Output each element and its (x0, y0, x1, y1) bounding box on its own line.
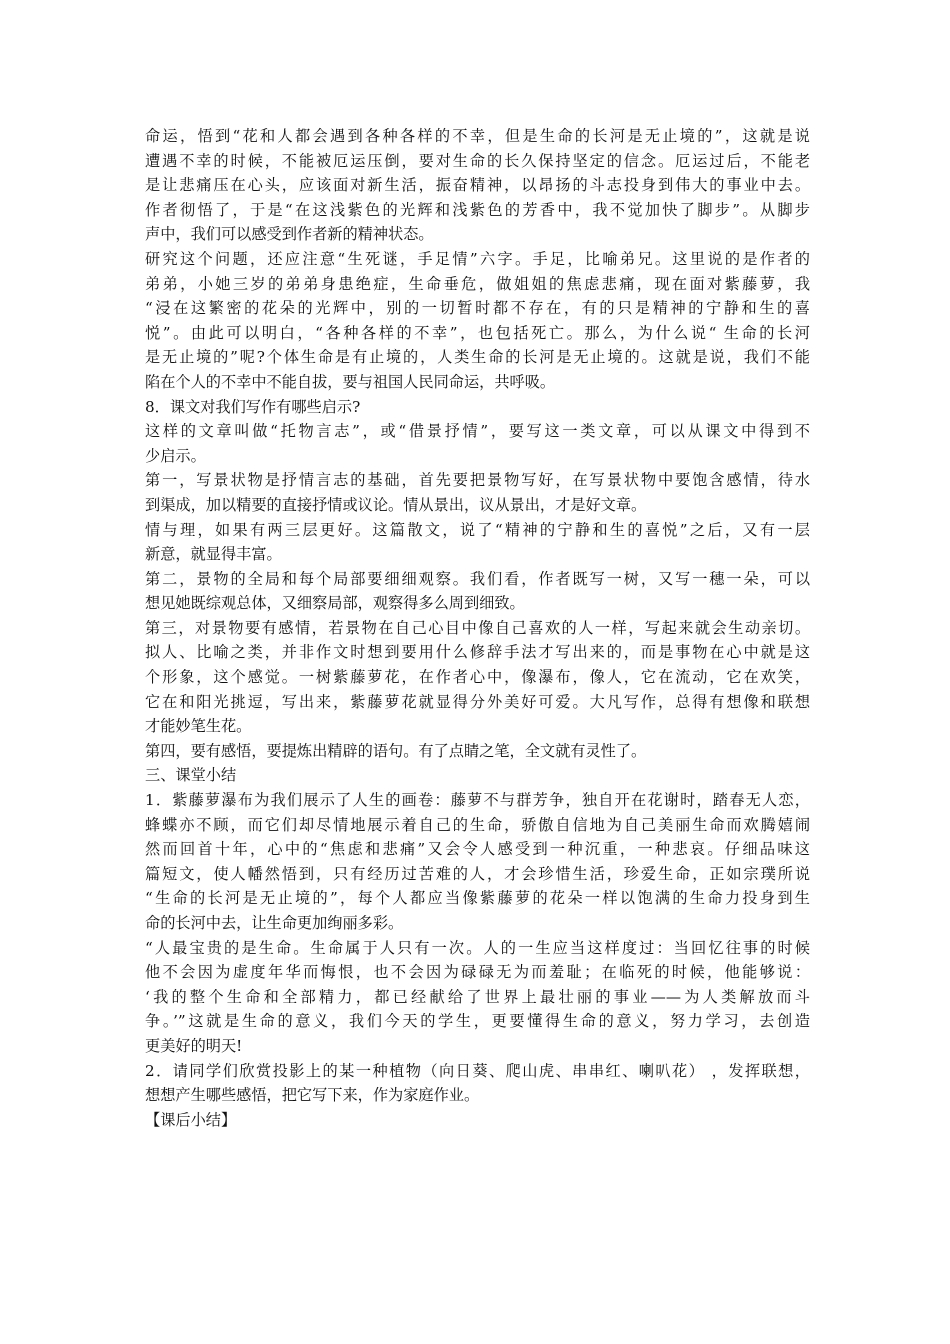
text-line: 悦”。由此可以明白，“各种各样的不幸”，也包括死亡。那么，为什么说“ 生命的长河 (145, 323, 810, 342)
text-line: “生命的长河是无止境的”，每个人都应当像紫藤萝的花朵一样以饱满的生命力投身到生 (145, 889, 810, 908)
text-line: 陷在个人的不幸中不能自拔，要与祖国人民同命运，共呼吸。 (145, 372, 556, 391)
text-line: 情与理，如果有两三层更好。这篇散文，说了“精神的宁静和生的喜悦”之后，又有一层 (145, 520, 810, 539)
text-line: 命运，悟到“花和人都会遇到各种各样的不幸，但是生命的长河是无止境的”，这就是说 (145, 127, 810, 145)
text-line: 作者彻悟了，于是“在这浅紫色的光辉和浅紫色的芳香中，我不觉加快了脚步”。从脚步 (145, 200, 810, 219)
section-heading: 三、课堂小结 (145, 766, 237, 785)
text-line: 它在和阳光挑逗，写出来，紫藤萝花就显得分外美好可爱。大凡写作，总得有想像和联想 (145, 692, 810, 711)
text-line: 2．请同学们欣赏投影上的某一种植物（向日葵、爬山虎、串串红、喇叭花） ，发挥联想， (145, 1061, 810, 1080)
text-line: 第四，要有感悟，要提炼出精辟的语句。有了点睛之笔，全文就有灵性了。 (145, 741, 647, 760)
document-body (145, 124, 810, 1132)
text-line: 想见她既综观总体，又细察局部，观察得多么周到细致。 (145, 594, 525, 613)
text-line: 更美好的明天! (145, 1036, 243, 1055)
text-line: 弟弟，小她三岁的弟弟身患绝症，生命垂危，做姐姐的焦虑悲痛，现在面对紫藤萝，我 (145, 274, 810, 293)
text-line: 第一，写景状物是抒情言志的基础，首先要把景物写好，在写景状物中要饱含感情，待水 (145, 471, 810, 490)
text-line: 声中，我们可以感受到作者新的精神状态。 (145, 225, 434, 244)
text-line: “人最宝贵的是生命。生命属于人只有一次。人的一生应当这样度过：当回忆往事的时候 (145, 938, 810, 957)
text-line: 1．紫藤萝瀑布为我们展示了人生的画卷：藤萝不与群芳争，独自开在花谢时，踏春无人恋， (145, 791, 810, 810)
text-line: 第二，景物的全局和每个局部要细细观察。我们看，作者既写一树，又写一穗一朵，可以 (145, 569, 810, 588)
text-line: 争。’”这就是生命的意义，我们今天的学生，更要懂得生命的意义，努力学习，去创造 (145, 1012, 810, 1031)
text-line: 拟人、比喻之类，并非作文时想到要用什么修辞手法才写出来的，而是事物在心中就是这 (145, 643, 810, 662)
text-line: 个形象，这个感觉。一树紫藤萝花，在作者心中，像瀑布，像人，它在流动，它在欢笑， (145, 668, 810, 687)
text-line: 第三，对景物要有感情，若景物在自己心目中像自己喜欢的人一样，写起来就会生动亲切。 (145, 618, 810, 637)
text-line: 这样的文章叫做“托物言志”，或“借景抒情”，要写这一类文章，可以从课文中得到不 (145, 422, 810, 441)
text-line: 新意，就显得丰富。 (145, 545, 282, 564)
text-line: “浸在这繁密的花朵的光辉中，别的一切暂时都不存在，有的只是精神的宁静和生的喜 (145, 299, 810, 318)
text-line: 是无止境的”呢?个体生命是有止境的，人类生命的长河是无止境的。这就是说，我们不能 (145, 348, 810, 367)
text-line: 研究这个问题，还应注意“生死谜，手足情”六字。手足，比喻弟兄。这里说的是作者的 (145, 249, 810, 268)
text-line: ‘我的整个生命和全部精力，都已经献给了世界上最壮丽的事业——为人类解放而斗 (145, 987, 810, 1006)
text-line: 想想产生哪些感悟，把它写下来，作为家庭作业。 (145, 1086, 480, 1105)
text-line: 到渠成，加以精要的直接抒情或议论。情从景出，议从景出，才是好文章。 (145, 495, 647, 514)
text-line: 蜂蝶亦不顾，而它们却尽情地展示着自己的生命，骄傲自信地为自己美丽生命而欢腾嬉闹 (145, 815, 810, 834)
text-line: 少启示。 (145, 446, 206, 465)
text-line: 才能妙笔生花。 (145, 717, 252, 736)
text-line: 遭遇不幸的时候，不能被厄运压倒，要对生命的长久保持坚定的信念。厄运过后，不能老 (145, 151, 810, 170)
text-line: 他不会因为虚度年华而悔恨，也不会因为碌碌无为而羞耻；在临死的时候，他能够说： (145, 963, 810, 982)
section-question: 8．课文对我们写作有哪些启示? (145, 397, 361, 416)
text-line: 然而回首十年，心中的“焦虑和悲痛”又会令人感受到一种沉重，一种悲哀。仔细品味这 (145, 840, 810, 859)
section-heading-after-class: 【课后小结】 (145, 1110, 237, 1129)
text-line: 命的长河中去，让生命更加绚丽多彩。 (145, 914, 404, 932)
text-line: 是让悲痛压在心头，应该面对新生活，振奋精神，以昂扬的斗志投身到伟大的事业中去。 (145, 176, 810, 195)
text-line: 篇短文，使人幡然悟到，只有经历过苦难的人，才会珍惜生活，珍爱生命，正如宗璞所说 (145, 864, 810, 883)
